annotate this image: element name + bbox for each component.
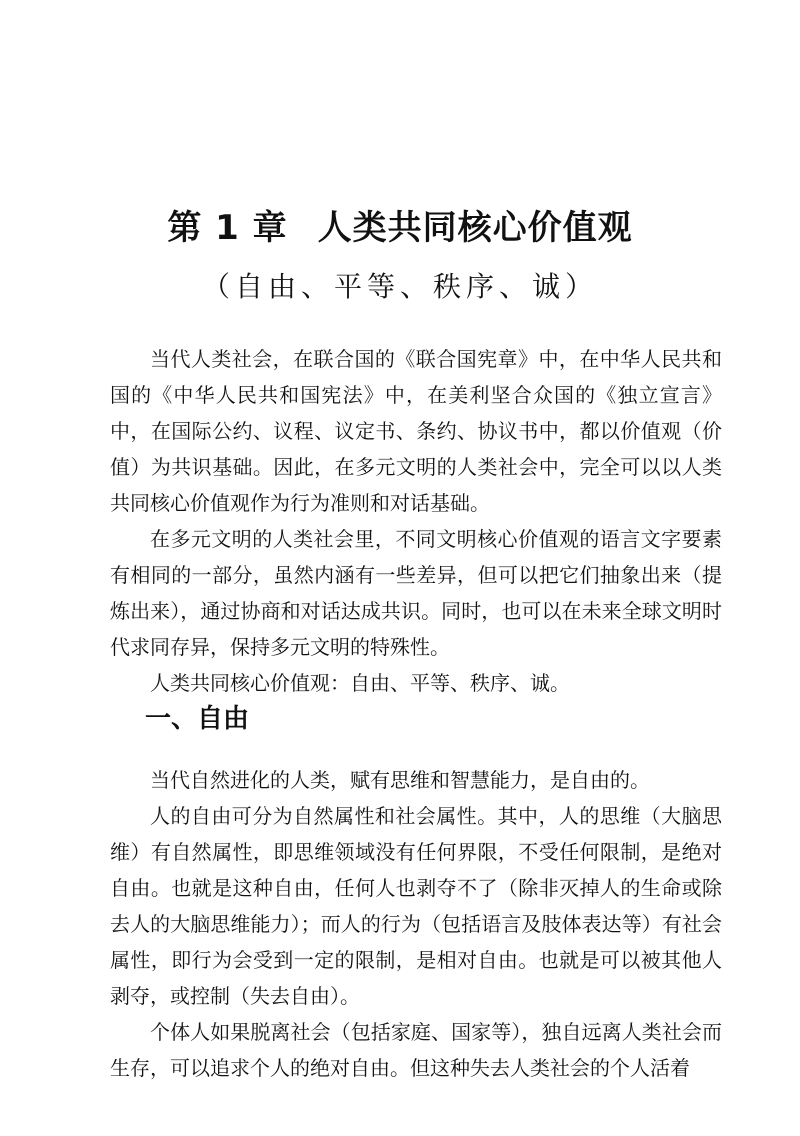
- paragraph: 个体人如果脱离社会（包括家庭、国家等），独自远离人类社会而生存，可以追求个人的绝对自由。但这种失去人类社会的个人活着: [110, 1020, 722, 1080]
- chapter-subtitle: （自由、平等、秩序、诚）: [201, 270, 598, 303]
- chapter-title: [0, 200, 800, 256]
- paragraph: 当代自然进化的人类，赋有思维和智慧能力，是自由的。: [150, 768, 650, 792]
- chapter-title-text: 人类共同核心价值观: [317, 208, 633, 248]
- section-heading: 一、自由: [145, 704, 250, 734]
- paragraph: 人类共同核心价值观：自由、平等、秩序、诚。: [150, 671, 570, 695]
- paragraph: 在多元文明的人类社会里，不同文明核心价值观的语言文字要素有相同的一部分，虽然内涵有一些差异，但可以把它们抽象出来（提炼出来），通过协商和对话达成共识。同时，也可以在未来全球文明时代求同存异，保持多元文明的特殊性。: [110, 527, 722, 659]
- paragraph: 人的自由可分为自然属性和社会属性。其中，人的思维（大脑思维）有自然属性，即思维领域没有任何界限，不受任何限制，是绝对自由。也就是这种自由，任何人也剥夺不了（除非灭掉人的生命或除去人的大脑思维能力）；而人的行为（包括语言及肢体表达等）有社会属性，即行为会受到一定的限制，是相对自由。也就是可以被其他人剥夺，或控制（失去自由）。: [110, 804, 722, 1008]
- intro-text: [110, 341, 722, 701]
- paragraph: 当代人类社会，在联合国的《联合国宪章》中，在中华人民共和国的《中华人民共和国宪法》中，在美利坚合众国的《独立宣言》中，在国际公约、议程、议定书、条约、协议书中，都以价值观（价值）为共识基础。因此，在多元文明的人类社会中，完全可以以人类共同核心价值观作为行为准则和对话基础。: [110, 347, 722, 515]
- section-text: [110, 762, 722, 1086]
- chapter-number: 第 1 章: [167, 208, 288, 248]
